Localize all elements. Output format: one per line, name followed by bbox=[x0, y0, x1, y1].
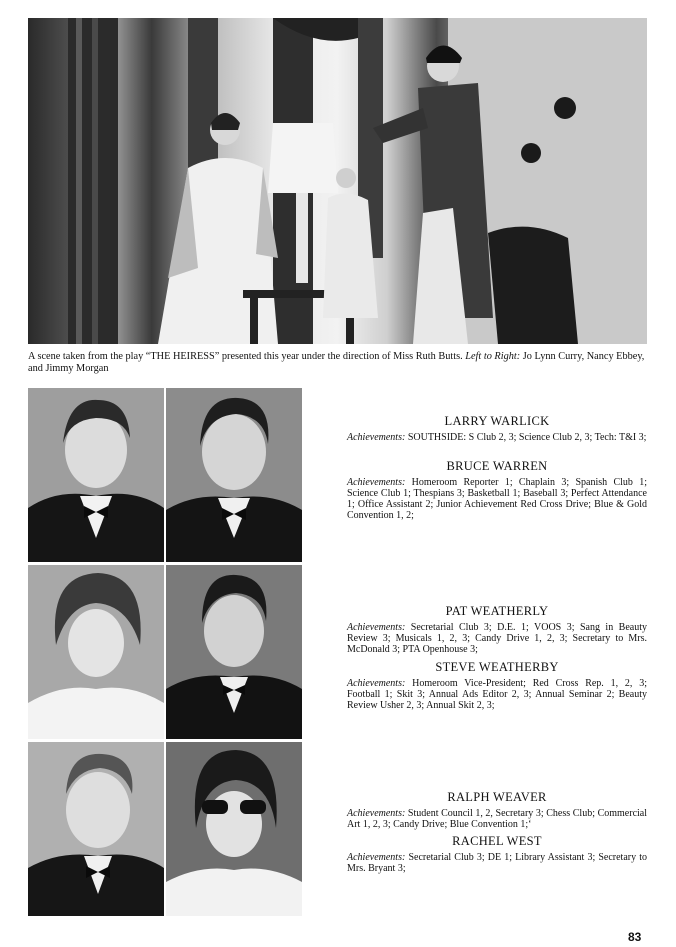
student-entry bbox=[347, 414, 647, 443]
student-achievements: Achievements: Homeroom Reporter 1; Chaplain 3; Spanish Club 1; Science Club 1; Thespians 3; Basketball 1; Baseball 3; Perfect Attendance 1; Office Assistant 2; Junior Achievement Red Cross Drive; Blue & Gold Convention 1, 2; bbox=[347, 477, 647, 521]
portrait-rachel-west bbox=[166, 742, 302, 916]
portrait-ralph-weaver bbox=[28, 742, 164, 916]
portrait-larry-warlick bbox=[28, 388, 164, 562]
student-name: RALPH WEAVER bbox=[447, 790, 547, 804]
student-achievements: Achievements: Secretarial Club 3; D.E. 1; VOOS 3; Sang in Beauty Review 3; Musicals 1, 2, 3; Candy Drive 1, 2, 3; Secretary to Mrs. McDonald 3; PTA Openhouse 3; bbox=[347, 622, 647, 655]
student-entry bbox=[347, 459, 647, 521]
student-name: BRUCE WARREN bbox=[446, 459, 548, 473]
photo-caption: A scene taken from the play “THE HEIRESS” presented this year under the direction of Miss Ruth Butts. Left to Right: Jo Lynn Curry, Nancy Ebbey, and Jimmy Morgan bbox=[28, 351, 645, 374]
student-achievements: Achievements: SOUTHSIDE: S Club 2, 3; Science Club 2, 3; Tech: T&I 3; bbox=[347, 432, 647, 443]
student-achievements: Achievements: Secretarial Club 3; DE 1; Library Assistant 3; Secretary to Mrs. Bryant 3; bbox=[347, 852, 648, 874]
student-entry bbox=[347, 604, 647, 655]
student-achievements: Achievements: Student Council 1, 2, Secretary 3; Chess Club; Commercial Art 1, 2, 3; Candy Drive; Blue Convention 1;‘ bbox=[347, 808, 648, 830]
student-entry bbox=[347, 660, 647, 711]
portrait-steve-weatherby bbox=[166, 565, 302, 739]
portrait-bruce-warren bbox=[166, 388, 302, 562]
play-scene-photo bbox=[28, 18, 647, 344]
student-name: LARRY WARLICK bbox=[444, 414, 550, 428]
portrait-pat-weatherly bbox=[28, 565, 164, 739]
student-achievements: Achievements: Homeroom Vice-President; Red Cross Rep. 1, 2, 3; Football 1; Skit 3; Annual Ads Editor 2, 3; Annual Seminar 2; Beauty Review Usher 2, 3; Annual Skit 2, 3; bbox=[347, 678, 648, 711]
student-entry bbox=[347, 790, 647, 830]
student-name: STEVE WEATHERBY bbox=[435, 660, 559, 674]
student-name: PAT WEATHERLY bbox=[445, 604, 549, 618]
student-name: RACHEL WEST bbox=[452, 834, 542, 848]
student-entry bbox=[347, 834, 647, 874]
page-number: 83 bbox=[628, 930, 642, 944]
